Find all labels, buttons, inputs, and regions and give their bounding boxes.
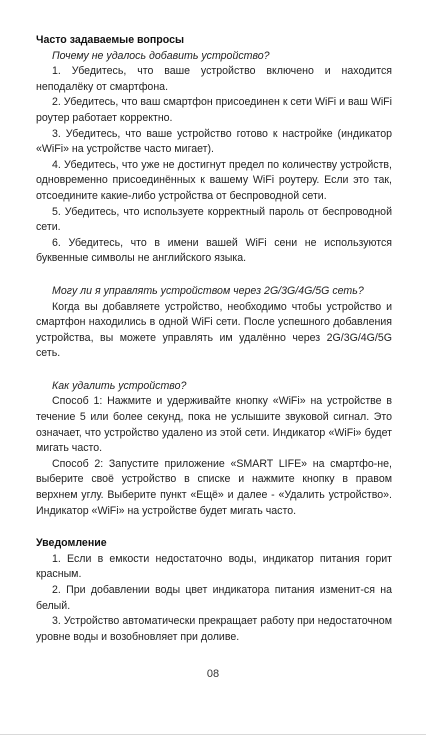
faq-answer-method: Способ 2: Запустите приложение «SMART LIFE» на смартфо-не, выберите своё устройство в списке и нажмите кнопку в правом верхнем углу. Выберите пункт «Ещё» и далее - «Удалить устройство». Индикатор «WiFi» на устройстве будет мигать часто. [36,457,392,517]
faq-question-remote-control: Могу ли я управлять устройством через 2G/3G/4G/5G сеть? [52,284,364,297]
faq-heading: Часто задаваемые вопросы [36,34,185,46]
faq-answer-paragraph: Когда вы добавляете устройство, необходимо чтобы устройство и смартфон находились в одной WiFi сети. После успешного добавления устройства, вы можете управлять им удалённо через 2G/3G/4G/5G сеть. [36,300,392,360]
faq-answer-item: 6. Убедитесь, что в имени вашей WiFi сени не используются буквенные символы не английского языка. [36,236,392,265]
faq-answer-item: 4. Убедитесь, что уже не достигнут предел по количеству устройств, одновременно присоединённых к вашему WiFi роутеру. Если это так, отсоедините какие-либо устройства от беспроводной сети. [36,158,392,202]
page-content [36,33,392,645]
faq-answer-method: Способ 1: Нажмите и удерживайте кнопку «WiFi» на устройстве в течение 5 или более секунд, пока не услышите звуковой сигнал. Это означает, что устройство удалено из этой сети. Индикатор «WiFi» будет мигать часто. [36,395,392,455]
notice-heading: Уведомление [36,537,107,550]
faq-answer-item: 1. Убедитесь, что ваше устройство включено и находится неподалёку от смартфона. [36,65,392,93]
notice-item: 2. При добавлении воды цвет индикатора питания изменит-ся на белый. [36,584,392,612]
notice-item: 3. Устройство автоматически прекращает работу при недостаточном уровне воды и возобновляет при доливе. [36,615,392,643]
faq-answer-item: 3. Убедитесь, что ваше устройство готово к настройке (индикатор «WiFi» на устройстве часто мигает). [36,127,392,156]
spacer [36,267,392,284]
faq-question-add-device: Почему не удалось добавить устройство? [52,49,270,62]
notice-item: 1. Если в емкости недостаточно воды, индикатор питания горит красным. [36,552,392,581]
page-number: 08 [206,668,220,680]
page-edge-divider [0,734,426,735]
spacer [36,362,392,379]
spacer [36,519,392,536]
faq-question-remove-device: Как удалить устройство? [52,379,187,392]
faq-answer-item: 2. Убедитесь, что ваш смартфон присоединен к сети WiFi и ваш WiFi роутер работает корректно. [36,96,392,124]
faq-answer-item: 5. Убедитесь, что используете корректный пароль от беспроводной сети. [36,205,392,234]
